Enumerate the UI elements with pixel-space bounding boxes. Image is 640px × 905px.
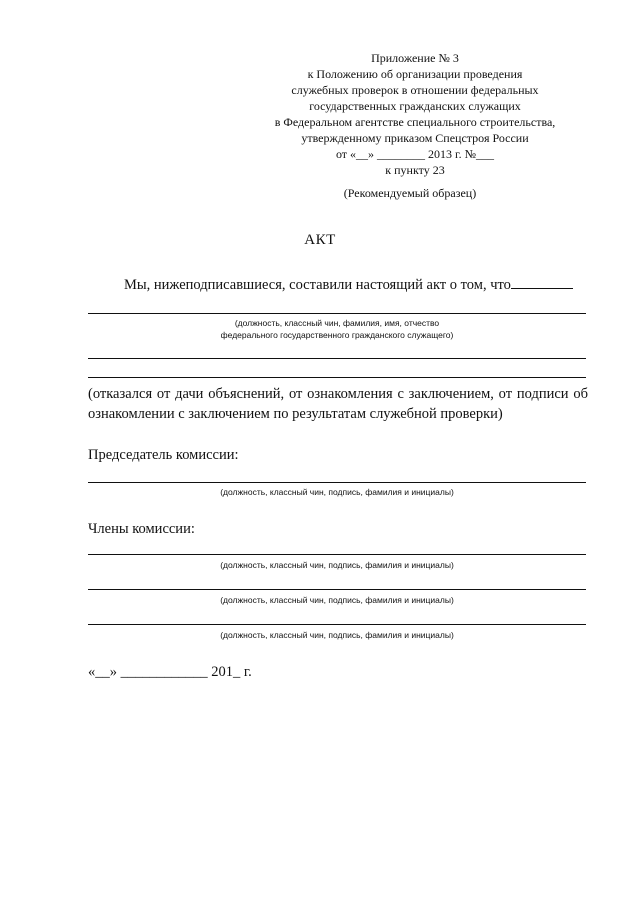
blank-line <box>88 358 586 359</box>
employee-caption-line: (должность, классный чин, фамилия, имя, отчество <box>234 318 440 328</box>
chairman-label: Председатель комиссии: <box>88 447 239 463</box>
member-caption: (должность, классный чин, подпись, фамилия и инициалы) <box>220 630 454 640</box>
intro-sentence <box>124 276 573 294</box>
appendix-line: служебных проверок в отношении федеральных <box>291 83 539 97</box>
refusal-text: (отказался от дачи объяснений, от ознакомления с заключением, от подписи об ознакомлении с заключением по результатам служебной проверки) <box>88 386 588 422</box>
chairman-caption: (должность, классный чин, подпись, фамилия и инициалы) <box>220 487 454 497</box>
members-label: Члены комиссии: <box>88 521 195 537</box>
date-line: «__» ____________ 201_ г. <box>88 664 252 680</box>
member-signature-line <box>88 554 586 555</box>
appendix-line: Приложение № 3 <box>371 51 459 65</box>
appendix-line: к пункту 23 <box>385 163 445 177</box>
employee-caption-line: федерального государственного гражданского служащего) <box>220 330 454 340</box>
member-signature-line <box>88 624 586 625</box>
member-caption: (должность, классный чин, подпись, фамилия и инициалы) <box>220 595 454 605</box>
chairman-signature-line <box>88 482 586 483</box>
document-title: АКТ <box>304 232 336 248</box>
intro-text: Мы, нижеподписавшиеся, составили настоящий акт о том, что <box>124 277 511 293</box>
blank-line <box>88 377 586 378</box>
intro-blank-line <box>511 276 573 289</box>
blank-line <box>88 313 586 314</box>
appendix-line: от «__» ________ 2013 г. №___ <box>335 147 495 161</box>
employee-caption <box>88 317 586 341</box>
appendix-line: в Федеральном агентстве специального строительства, <box>274 115 556 129</box>
member-signature-line <box>88 589 586 590</box>
member-caption: (должность, классный чин, подпись, фамилия и инициалы) <box>220 560 454 570</box>
appendix-line: государственных гражданских служащих <box>309 99 521 113</box>
appendix-line: утвержденному приказом Спецстроя России <box>301 131 529 145</box>
appendix-header <box>250 50 580 178</box>
appendix-line: к Положению об организации проведения <box>307 67 523 81</box>
sample-note: (Рекомендуемый образец) <box>343 186 477 200</box>
